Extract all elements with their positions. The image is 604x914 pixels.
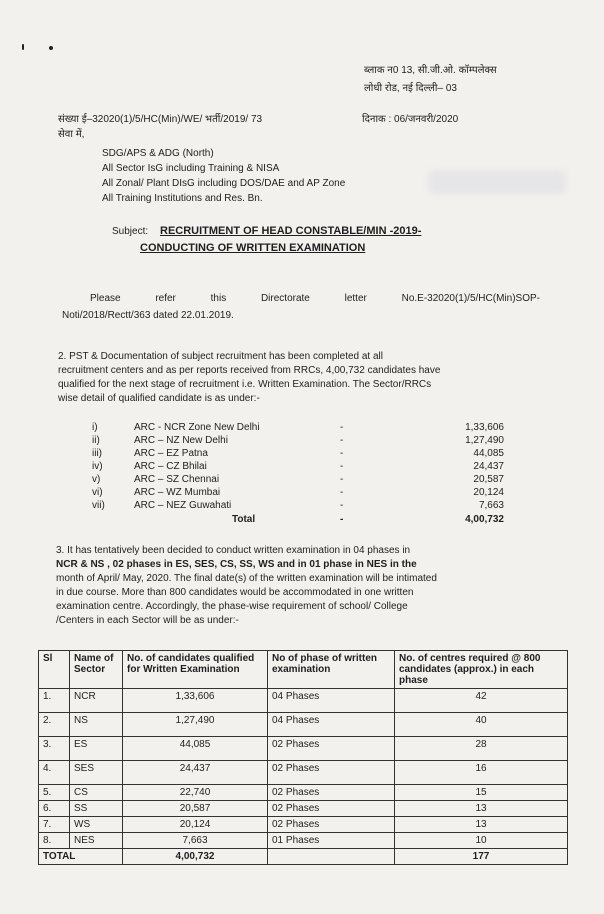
cell-centres: 28 — [395, 737, 568, 761]
para-1-line-2: Noti/2018/Rectt/363 dated 22.01.2019. — [62, 310, 234, 321]
cell-centres: 40 — [395, 713, 568, 737]
para-2-line-3: qualified for the next stage of recruitment i.e. Written Examination. The Sector/RRCs — [58, 379, 432, 390]
list-item-dash: - — [340, 448, 344, 459]
list-item-no: i) — [92, 422, 98, 433]
cell-phases: 02 Phases — [268, 801, 395, 817]
table-row — [39, 785, 568, 801]
total-label: TOTAL — [39, 849, 123, 865]
cell-sl: 2. — [39, 713, 70, 737]
para-3-line-6: /Centers in each Sector will be as under:- — [56, 615, 239, 626]
list-item-arc: ARC – CZ Bhilai — [134, 461, 207, 472]
letter-date: दिनाक : 06/जनवरी/2020 — [362, 114, 459, 125]
total-candidates: 4,00,732 — [123, 849, 268, 865]
cell-sector: SS — [70, 801, 123, 817]
cell-sector: NES — [70, 833, 123, 849]
table-row — [39, 737, 568, 761]
header-phases: No of phase of written examination — [268, 651, 395, 689]
list-item-value: 20,587 — [473, 474, 504, 485]
cell-candidates: 1,33,606 — [123, 689, 268, 713]
office-address-line-1: ब्लाक न0 13, सी.जी.ओ. कॉम्पलेक्स — [364, 65, 497, 76]
cell-centres: 13 — [395, 817, 568, 833]
cell-candidates: 1,27,490 — [123, 713, 268, 737]
office-address-line-2: लोधी रोड, नई दिल्ली– 03 — [364, 83, 457, 94]
table-row — [39, 713, 568, 737]
cell-phases: 02 Phases — [268, 785, 395, 801]
cell-candidates: 24,437 — [123, 761, 268, 785]
seva-mein: सेवा में, — [58, 129, 85, 140]
cell-candidates: 7,663 — [123, 833, 268, 849]
cell-sector: NS — [70, 713, 123, 737]
table-total-row — [39, 849, 568, 865]
cell-phases: 01 Phases — [268, 833, 395, 849]
cell-sl: 3. — [39, 737, 70, 761]
cell-centres: 15 — [395, 785, 568, 801]
cell-sl: 4. — [39, 761, 70, 785]
addressee-3: All Zonal/ Plant DIsG including DOS/DAE and AP Zone — [102, 178, 346, 189]
list-item-arc: ARC – NZ New Delhi — [134, 435, 228, 446]
cell-phases: 04 Phases — [268, 713, 395, 737]
para-1-word-2: refer — [155, 293, 176, 304]
list-item-dash: - — [340, 514, 344, 525]
list-item-value: 1,27,490 — [465, 435, 504, 446]
cell-sector: SES — [70, 761, 123, 785]
list-item-no: vi) — [92, 487, 103, 498]
scan-mark-2 — [49, 46, 53, 50]
para-2 — [58, 351, 548, 407]
para-3-line-3: month of April/ May, 2020. The final date(s) of the written examination will be intimated — [56, 573, 437, 584]
list-item-dash: - — [340, 474, 344, 485]
cell-centres: 10 — [395, 833, 568, 849]
cell-phases: 02 Phases — [268, 737, 395, 761]
cell-sl: 5. — [39, 785, 70, 801]
addressee-list — [102, 148, 345, 208]
para-3-line-5: examination centre. Accordingly, the phase-wise requirement of school/ College — [56, 601, 408, 612]
list-item-dash: - — [340, 435, 344, 446]
para-1-word-3: this — [210, 293, 227, 304]
list-item-no: ii) — [92, 435, 100, 446]
cell-sl: 8. — [39, 833, 70, 849]
cell-candidates: 22,740 — [123, 785, 268, 801]
header-centres: No. of centres required @ 800 candidates (approx.) in each phase — [395, 651, 568, 689]
cell-candidates: 44,085 — [123, 737, 268, 761]
scan-mark-1 — [22, 44, 24, 50]
reference-number: संख्या ई–32020(1)/5/HC(Min)/WE/ भर्ती/2019/ 73 — [58, 114, 263, 125]
list-item-arc: ARC - NCR Zone New Delhi — [134, 422, 260, 433]
list-item-arc: ARC – NEZ Guwahati — [134, 500, 232, 511]
list-item-arc: ARC – WZ Mumbai — [134, 487, 221, 498]
cell-candidates: 20,587 — [123, 801, 268, 817]
header-sector: Name of Sector — [70, 651, 123, 689]
para-3-line-4: in due course. More than 800 candidates would be accommodated in one written — [56, 587, 414, 598]
list-item-no: iii) — [92, 448, 102, 459]
list-item-value: 20,124 — [473, 487, 504, 498]
total-phases-empty — [268, 849, 395, 865]
header-candidates: No. of candidates qualified for Written Examination — [123, 651, 268, 689]
cell-sl: 1. — [39, 689, 70, 713]
list-item-dash: - — [340, 500, 344, 511]
para-2-line-4: wise detail of qualified candidate is as under:- — [58, 393, 260, 404]
cell-centres: 42 — [395, 689, 568, 713]
list-item-value: 7,663 — [478, 500, 504, 511]
list-item-arc: ARC – SZ Chennai — [134, 474, 220, 485]
list-item-value: 1,33,606 — [465, 422, 504, 433]
list-item-dash: - — [340, 422, 344, 433]
list-item-no: vii) — [92, 500, 105, 511]
list-item-value: 24,437 — [473, 461, 504, 472]
cell-sl: 6. — [39, 801, 70, 817]
subject-line-2: CONDUCTING OF WRITTEN EXAMINATION — [140, 242, 366, 254]
cell-centres: 16 — [395, 761, 568, 785]
list-item-dash: - — [340, 487, 344, 498]
cell-candidates: 20,124 — [123, 817, 268, 833]
para-3-line-2: NCR & NS , 02 phases in ES, SES, CS, SS, WS and in 01 phase in NES in the — [56, 559, 417, 570]
para-1-word-1: Please — [90, 293, 121, 304]
cell-sector: CS — [70, 785, 123, 801]
para-3-line-1: 3. It has tentatively been decided to conduct written examination in 04 phases in — [56, 545, 411, 556]
cell-phases: 02 Phases — [268, 817, 395, 833]
table-row — [39, 689, 568, 713]
cell-sector: NCR — [70, 689, 123, 713]
total-centres: 177 — [395, 849, 568, 865]
redacted-stamp — [428, 170, 566, 194]
list-item-value: 44,085 — [473, 448, 504, 459]
table-header-row — [39, 651, 568, 689]
subject-label: Subject: — [112, 226, 149, 237]
list-total-value: 4,00,732 — [465, 514, 504, 525]
rrc-list — [92, 422, 504, 534]
para-1-word-5: letter — [344, 293, 367, 304]
para-1-line-1 — [90, 293, 540, 304]
para-1-word-4: Directorate — [260, 293, 310, 304]
cell-sl: 7. — [39, 817, 70, 833]
table-row — [39, 801, 568, 817]
addressee-1: SDG/APS & ADG (North) — [102, 148, 214, 159]
table-row — [39, 833, 568, 849]
addressee-4: All Training Institutions and Res. Bn. — [102, 193, 263, 204]
cell-phases: 02 Phases — [268, 761, 395, 785]
para-2-line-1: 2. PST & Documentation of subject recruitment has been completed at all — [58, 351, 383, 362]
addressee-2: All Sector IsG including Training & NISA — [102, 163, 280, 174]
list-item-arc: ARC – EZ Patna — [134, 448, 208, 459]
para-1-word-6: No.E-32020(1)/5/HC(Min)SOP- — [401, 293, 540, 304]
list-item-no: iv) — [92, 461, 103, 472]
cell-centres: 13 — [395, 801, 568, 817]
cell-sector: ES — [70, 737, 123, 761]
subject-line-1: RECRUITMENT OF HEAD CONSTABLE/MIN -2019- — [160, 225, 422, 237]
header-sl: Sl — [39, 651, 70, 689]
para-3 — [56, 545, 546, 629]
list-item-no: v) — [92, 474, 101, 485]
cell-phases: 04 Phases — [268, 689, 395, 713]
table-row — [39, 817, 568, 833]
cell-sector: WS — [70, 817, 123, 833]
centres-table — [38, 650, 568, 865]
list-item-dash: - — [340, 461, 344, 472]
table-row — [39, 761, 568, 785]
para-2-line-2: recruitment centers and as per reports received from RRCs, 4,00,732 candidates have — [58, 365, 441, 376]
list-total-label: Total — [232, 514, 256, 525]
